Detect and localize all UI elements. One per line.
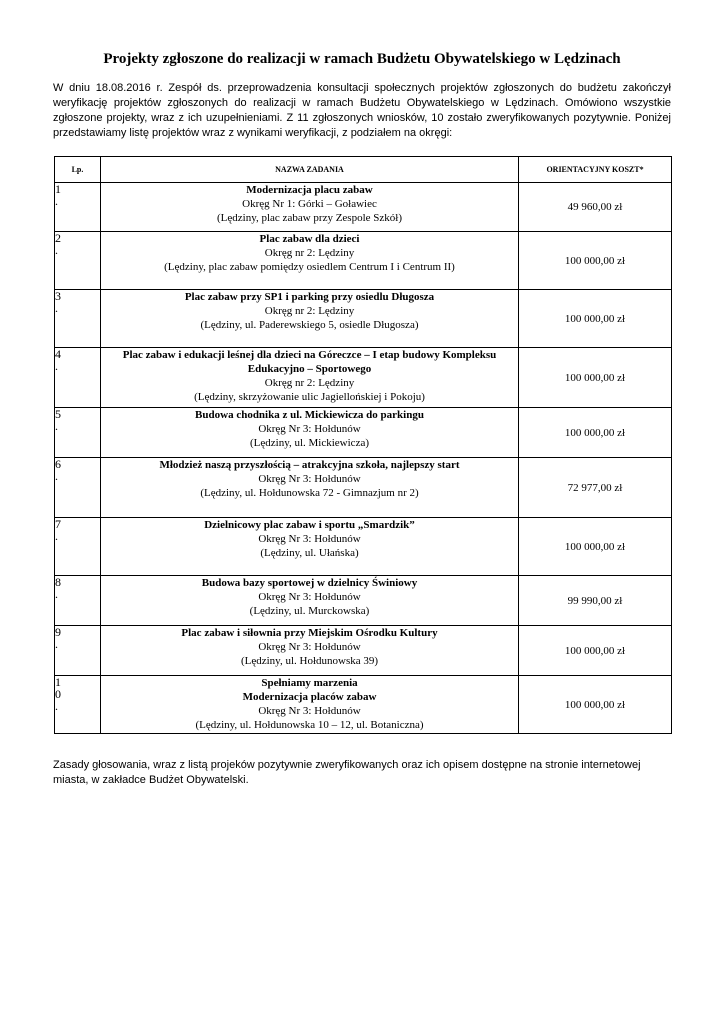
table-row	[55, 290, 672, 348]
task-district: Okręg Nr 1: Górki – Goławiec	[242, 198, 377, 210]
row-number	[55, 626, 101, 676]
row-number	[55, 458, 101, 518]
row-number-char: .	[55, 529, 58, 543]
header-cost: ORIENTACYJNY KOSZT*	[519, 157, 672, 183]
task-name-cell	[101, 518, 519, 576]
task-location: (Lędziny, skrzyżowanie ulic Jagiellońskiej i Pokoju)	[194, 391, 425, 403]
task-title: Budowa bazy sportowej w dzielnicy Świniowy	[201, 577, 418, 589]
task-cost: 100 000,00 zł	[519, 290, 672, 348]
row-number-char: .	[55, 469, 58, 483]
document-title: Projekty zgłoszone do realizacji w ramach Budżetu Obywatelskiego w Lędzinach	[103, 51, 621, 67]
row-number	[55, 408, 101, 458]
row-number-char: 3	[55, 289, 61, 303]
row-number-char: 0	[55, 687, 61, 701]
row-number	[55, 348, 101, 408]
task-name-cell	[101, 626, 519, 676]
task-location: (Lędziny, ul. Murckowska)	[249, 605, 370, 617]
task-title: Modernizacja placu zabaw	[246, 184, 373, 196]
table-row	[55, 518, 672, 576]
task-cost: 100 000,00 zł	[519, 232, 672, 290]
row-number-char: 1	[55, 675, 61, 689]
row-number-char: .	[55, 243, 58, 257]
task-cost: 99 990,00 zł	[519, 576, 672, 626]
row-number-char: .	[55, 301, 58, 315]
task-location: (Lędziny, ul. Ułańska)	[260, 547, 359, 559]
row-number	[55, 518, 101, 576]
footer-note: Zasady głosowania, wraz z listą projeków pozytywnie zweryfikowanych oraz ich opisem dostępne na stronie internetowej miasta, w zakładce Budżet Obywatelski.	[53, 759, 641, 786]
task-title: Dzielnicowy plac zabaw i sportu „Smardzik”	[204, 519, 415, 531]
task-location: (Lędziny, ul. Hołdunowska 39)	[240, 655, 379, 667]
table-row	[55, 232, 672, 290]
task-name-cell	[101, 232, 519, 290]
header-lp: Lp.	[55, 157, 101, 183]
task-name-cell	[101, 348, 519, 408]
task-district: Okręg Nr 3: Hołdunów	[258, 473, 361, 485]
row-number-char: .	[55, 359, 58, 373]
task-subtitle: Modernizacja placów zabaw	[242, 691, 377, 703]
task-title: Plac zabaw i siłownia przy Miejskim Ośrodku Kultury	[181, 627, 438, 639]
row-number	[55, 183, 101, 232]
task-district: Okręg Nr 3: Hołdunów	[258, 705, 361, 717]
table-row	[55, 348, 672, 408]
row-number-char: .	[55, 587, 58, 601]
row-number-char: 7	[55, 517, 61, 531]
task-name-cell	[101, 183, 519, 232]
task-district: Okręg nr 2: Lędziny	[264, 305, 355, 317]
task-district: Okręg nr 2: Lędziny	[264, 247, 355, 259]
task-name-cell	[101, 290, 519, 348]
row-number	[55, 232, 101, 290]
row-number-char: .	[55, 419, 58, 433]
row-number-char: 6	[55, 457, 61, 471]
task-district: Okręg Nr 3: Hołdunów	[258, 423, 361, 435]
task-name-cell	[101, 458, 519, 518]
task-title: Plac zabaw i edukacji leśnej dla dzieci na Góreczce – I etap budowy Kompleksu Edukacyjno – Sportowego	[122, 349, 497, 375]
table-row	[55, 408, 672, 458]
task-name-cell	[101, 408, 519, 458]
task-cost: 49 960,00 zł	[519, 183, 672, 232]
task-title: Plac zabaw dla dzieci	[259, 233, 360, 245]
task-district: Okręg Nr 3: Hołdunów	[258, 591, 361, 603]
task-cost: 100 000,00 zł	[519, 518, 672, 576]
task-cost: 100 000,00 zł	[519, 348, 672, 408]
row-number-char: .	[55, 194, 58, 208]
header-name: NAZWA ZADANIA	[101, 157, 519, 183]
task-location: (Lędziny, ul. Hołdunowska 10 – 12, ul. Botaniczna)	[195, 719, 424, 731]
task-district: Okręg Nr 3: Hołdunów	[258, 533, 361, 545]
task-title: Spełniamy marzenia	[261, 677, 358, 689]
row-number-char: 5	[55, 407, 61, 421]
row-number	[55, 576, 101, 626]
task-title: Młodzież naszą przyszłością – atrakcyjna szkoła, najlepszy start	[159, 459, 460, 471]
table-row	[55, 183, 672, 232]
task-location: (Lędziny, ul. Hołdunowska 72 - Gimnazjum nr 2)	[200, 487, 419, 499]
task-cost: 100 000,00 zł	[519, 676, 672, 734]
row-number	[55, 676, 101, 734]
task-cost: 72 977,00 zł	[519, 458, 672, 518]
table-row	[55, 576, 672, 626]
task-district: Okręg Nr 3: Hołdunów	[258, 641, 361, 653]
row-number-char: 8	[55, 575, 61, 589]
table-header-row	[55, 157, 672, 183]
task-title: Budowa chodnika z ul. Mickiewicza do parkingu	[195, 409, 424, 421]
task-district: Okręg nr 2: Lędziny	[264, 377, 355, 389]
row-number-char: 2	[55, 231, 61, 245]
row-number-char: 9	[55, 625, 61, 639]
table-row	[55, 676, 672, 734]
task-location: (Lędziny, ul. Paderewskiego 5, osiedle Długosza)	[200, 319, 419, 331]
intro-paragraph: W dniu 18.08.2016 r. Zespół ds. przeprowadzenia konsultacji społecznych projektów zgłoszonych do budżetu zakończył weryfikację projektów zgłoszonych do realizacji w ramach Budżetu Obywatelskiego w Lędzinach. Omówiono wszystkie zgłoszone projekty, wraz z ich uzupełnieniami. Z 11 zgłoszonych wniosków, 10 zostało zweryfikowanych pozytywnie. Poniżej przedstawiamy listę projektów wraz z wynikami weryfikacji, z podziałem na okręgi:	[53, 82, 671, 139]
row-number-char: .	[55, 699, 58, 713]
row-number-char: .	[55, 637, 58, 651]
table-row	[55, 458, 672, 518]
task-title: Plac zabaw przy SP1 i parking przy osiedlu Długosza	[184, 291, 435, 303]
task-cost: 100 000,00 zł	[519, 626, 672, 676]
task-location: (Lędziny, ul. Mickiewicza)	[249, 437, 369, 449]
row-number	[55, 290, 101, 348]
projects-table	[54, 156, 672, 734]
task-cost: 100 000,00 zł	[519, 408, 672, 458]
task-name-cell	[101, 576, 519, 626]
task-name-cell	[101, 676, 519, 734]
table-row	[55, 626, 672, 676]
row-number-char: 1	[55, 182, 61, 196]
task-location: (Lędziny, plac zabaw pomiędzy osiedlem Centrum I i Centrum II)	[164, 261, 455, 273]
row-number-char: 4	[55, 347, 61, 361]
task-location: (Lędziny, plac zabaw przy Zespole Szkół)	[217, 212, 402, 224]
